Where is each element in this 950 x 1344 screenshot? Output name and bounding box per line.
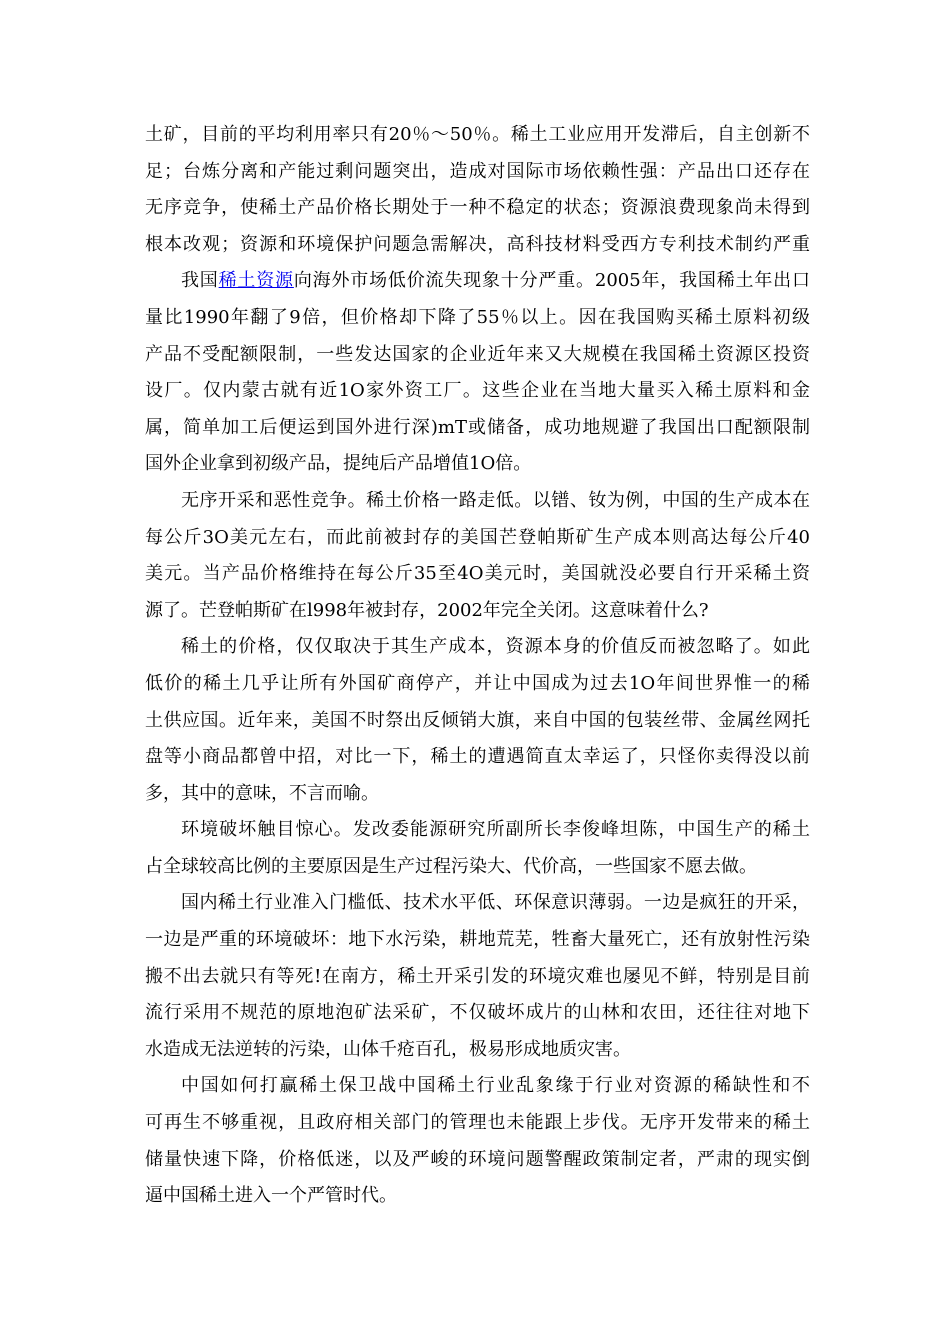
paragraph-line: 根本改观；资源和环境保护问题急需解决，高科技材料受西方专利技术制约严重 [145,233,810,255]
paragraph-line: 足；台炼分离和产能过剩问题突出，造成对国际市场依赖性强：产品出口还存在 [145,160,810,182]
paragraph-line: 稀土的价格，仅仅取决于其生产成本，资源本身的价值反而被忽略了。如此 [181,636,810,658]
line-suffix: 向海外市场低价流失现象十分严重。2005年，我国稀土年出口 [293,270,810,292]
paragraph-line: 源了。芒登帕斯矿在l998年被封存，2002年完全关闭。这意味着什么? [145,599,709,621]
paragraph-line: 占全球较高比例的主要原因是生产过程污染大、代价高，一些国家不愿去做。 [145,855,757,877]
paragraph-line: 搬不出去就只有等死!在南方，稀土开采引发的环境灾难也屡见不鲜，特别是目前 [145,965,810,987]
paragraph-line: 一边是严重的环境破坏：地下水污染，耕地荒芜，牲畜大量死亡，还有放射性污染 [145,929,810,951]
paragraph-line-with-link [145,263,810,300]
paragraph-line: 设厂。仅内蒙古就有近1O家外资工厂。这些企业在当地大量买入稀土原料和金 [145,380,810,402]
paragraph-line: 国内稀土行业准入门槛低、技术水平低、环保意识薄弱。一边是疯狂的开采， [181,892,810,914]
document-body [145,117,810,1215]
paragraph-line: 中国如何打赢稀土保卫战中国稀土行业乱象缘于行业对资源的稀缺性和不 [181,1075,810,1097]
line-prefix: 我国 [181,270,219,292]
paragraph-5 [145,812,810,885]
paragraph-line: 无序竞争，使稀土产品价格长期处于一种不稳定的状态；资源浪费现象尚未得到 [145,197,810,219]
paragraph-line: 水造成无法逆转的污染，山体千疮百孔，极易形成地质灾害。 [145,1038,631,1060]
paragraph-line: 环境破坏触目惊心。发改委能源研究所副所长李俊峰坦陈，中国生产的稀土 [181,819,810,841]
paragraph-line: 土供应国。近年来，美国不时祭出反倾销大旗，来自中国的包装丝带、金属丝网托 [145,709,810,731]
paragraph-line: 无序开采和恶性竞争。稀土价格一路走低。以镨、钕为例，中国的生产成本在 [181,489,810,511]
paragraph-line: 储量快速下降，价格低迷，以及严峻的环境问题警醒政策制定者，严肃的现实倒 [145,1148,810,1170]
paragraph-3 [145,483,810,629]
paragraph-1 [145,117,810,263]
paragraph-line: 土矿，目前的平均利用率只有20％～50％。稀土工业应用开发滞后，自主创新不 [145,124,810,145]
paragraph-2 [145,263,810,483]
paragraph-4 [145,629,810,812]
paragraph-line: 低价的稀土几乎让所有外国矿商停产，并让中国成为过去1O年间世界惟一的稀 [145,672,810,694]
paragraph-line: 逼中国稀土进入一个严管时代。 [145,1185,397,1207]
paragraph-line: 可再生不够重视，且政府相关部门的管理也未能跟上步伐。无序开发带来的稀土 [145,1112,810,1134]
paragraph-line: 盘等小商品都曾中招，对比一下，稀土的遭遇简直太幸运了，只怪你卖得没以前 [145,746,810,768]
paragraph-line: 多，其中的意味，不言而喻。 [145,782,379,804]
paragraph-line: 量比1990年翻了9倍，但价格却下降了55％以上。因在我国购买稀土原料初级 [145,306,810,328]
paragraph-line: 国外企业拿到初级产品，提纯后产品增值1O倍。 [145,453,532,475]
paragraph-line: 每公斤3O美元左右，而此前被封存的美国芒登帕斯矿生产成本则高达每公斤40 [145,526,810,548]
paragraph-line: 产品不受配额限制，一些发达国家的企业近年来又大规模在我国稀土资源区投资 [145,343,810,365]
rare-earth-resources-link[interactable]: 稀土资源 [218,270,294,292]
paragraph-line: 美元。当产品价格维持在每公斤35至4O美元时，美国就没必要自行开采稀土资 [145,563,810,585]
paragraph-6 [145,885,810,1068]
paragraph-line: 属，简单加工后便运到国外进行深)mT或储备，成功地规避了我国出口配额限制 [145,416,810,438]
paragraph-7 [145,1068,810,1214]
paragraph-line: 流行采用不规范的原地泡矿法采矿，不仅破坏成片的山林和农田，还往往对地下 [145,1002,810,1024]
